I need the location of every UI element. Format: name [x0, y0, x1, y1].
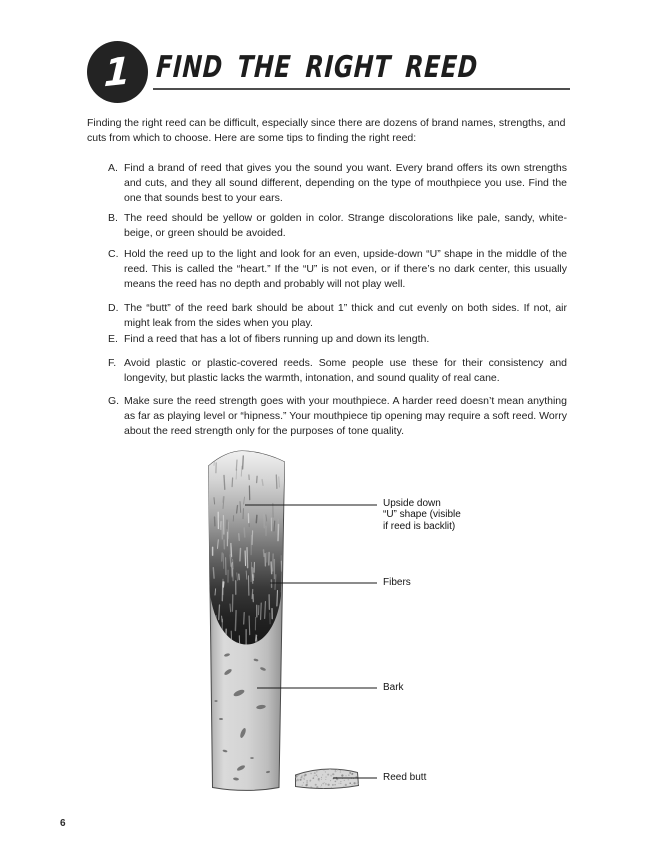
- tip-letter: C.: [108, 248, 119, 260]
- chapter-number-badge: [87, 41, 148, 103]
- tip-item-c: [108, 247, 567, 291]
- figure-label-line: Upside down: [383, 498, 441, 509]
- tip-text: Find a brand of reed that gives you the sound you want. Every brand offers its own strengths and cuts, and they all sound different, depending on the type of mouthpiece you use. Find the one that sounds best to your ears.: [124, 162, 567, 204]
- tip-text: Find a reed that has a lot of fibers running up and down its length.: [124, 333, 430, 345]
- tip-letter: G.: [108, 395, 120, 407]
- tip-text: Hold the reed up to the light and look for an even, upside-down “U” shape in the middle of the reed. This is called the “heart.” If the “U” is not even, or if there’s no dark center, this usually means the reed has no depth and probably will not play well.: [124, 248, 567, 290]
- figure-label-line: if reed is backlit): [383, 520, 456, 532]
- figure-label-fibers: Fibers: [383, 577, 411, 588]
- tip-item-a: [108, 161, 567, 205]
- tip-item-e: [108, 332, 567, 347]
- tip-text: The “butt” of the reed bark should be about 1” thick and cut evenly on both sides. If not, air might leak from the sides when you play.: [124, 302, 567, 329]
- tip-text: Make sure the reed strength goes with your mouthpiece. A harder reed doesn’t mean anything as far as playing level or “hipness.” Your mouthpiece tip opening may require a soft reed. Worry about the reed strength only for the purposes of tone quality.: [124, 395, 567, 437]
- tip-letter: A.: [108, 162, 118, 174]
- tip-item-f: [108, 356, 567, 386]
- tip-item-g: [108, 394, 567, 438]
- tip-letter: B.: [108, 212, 118, 224]
- tip-text: The reed should be yellow or golden in color. Strange discolorations like pale, sandy, white-beige, or green should be avoided.: [124, 212, 567, 239]
- reed-butt-cross-section: [296, 769, 359, 788]
- tip-letter: F.: [108, 357, 117, 369]
- figure-label-line: “U” shape (visible: [383, 509, 461, 521]
- tip-item-b: [108, 211, 567, 241]
- page-title: FIND THE RIGHT REED: [155, 50, 479, 85]
- tip-letter: E.: [108, 333, 118, 345]
- intro-paragraph: Finding the right reed can be difficult, especially since there are dozens of brand names, strengths, and cuts from which to choose. Here are some tips to finding the right reed:: [87, 117, 566, 144]
- figure-label-u-shape: [383, 498, 478, 532]
- tip-letter: D.: [108, 302, 119, 314]
- figure-label-bark: Bark: [383, 682, 404, 693]
- chapter-number: 1: [103, 48, 132, 96]
- tip-text: Avoid plastic or plastic-covered reeds. Some people use these for their consistency and longevity, but plastic lacks the warmth, intonation, and sound quality of real cane.: [124, 357, 567, 384]
- tip-item-d: [108, 301, 567, 331]
- figure-label-reed-butt: Reed butt: [383, 772, 427, 783]
- page-number: 6: [60, 818, 66, 829]
- title-underline: [153, 88, 570, 90]
